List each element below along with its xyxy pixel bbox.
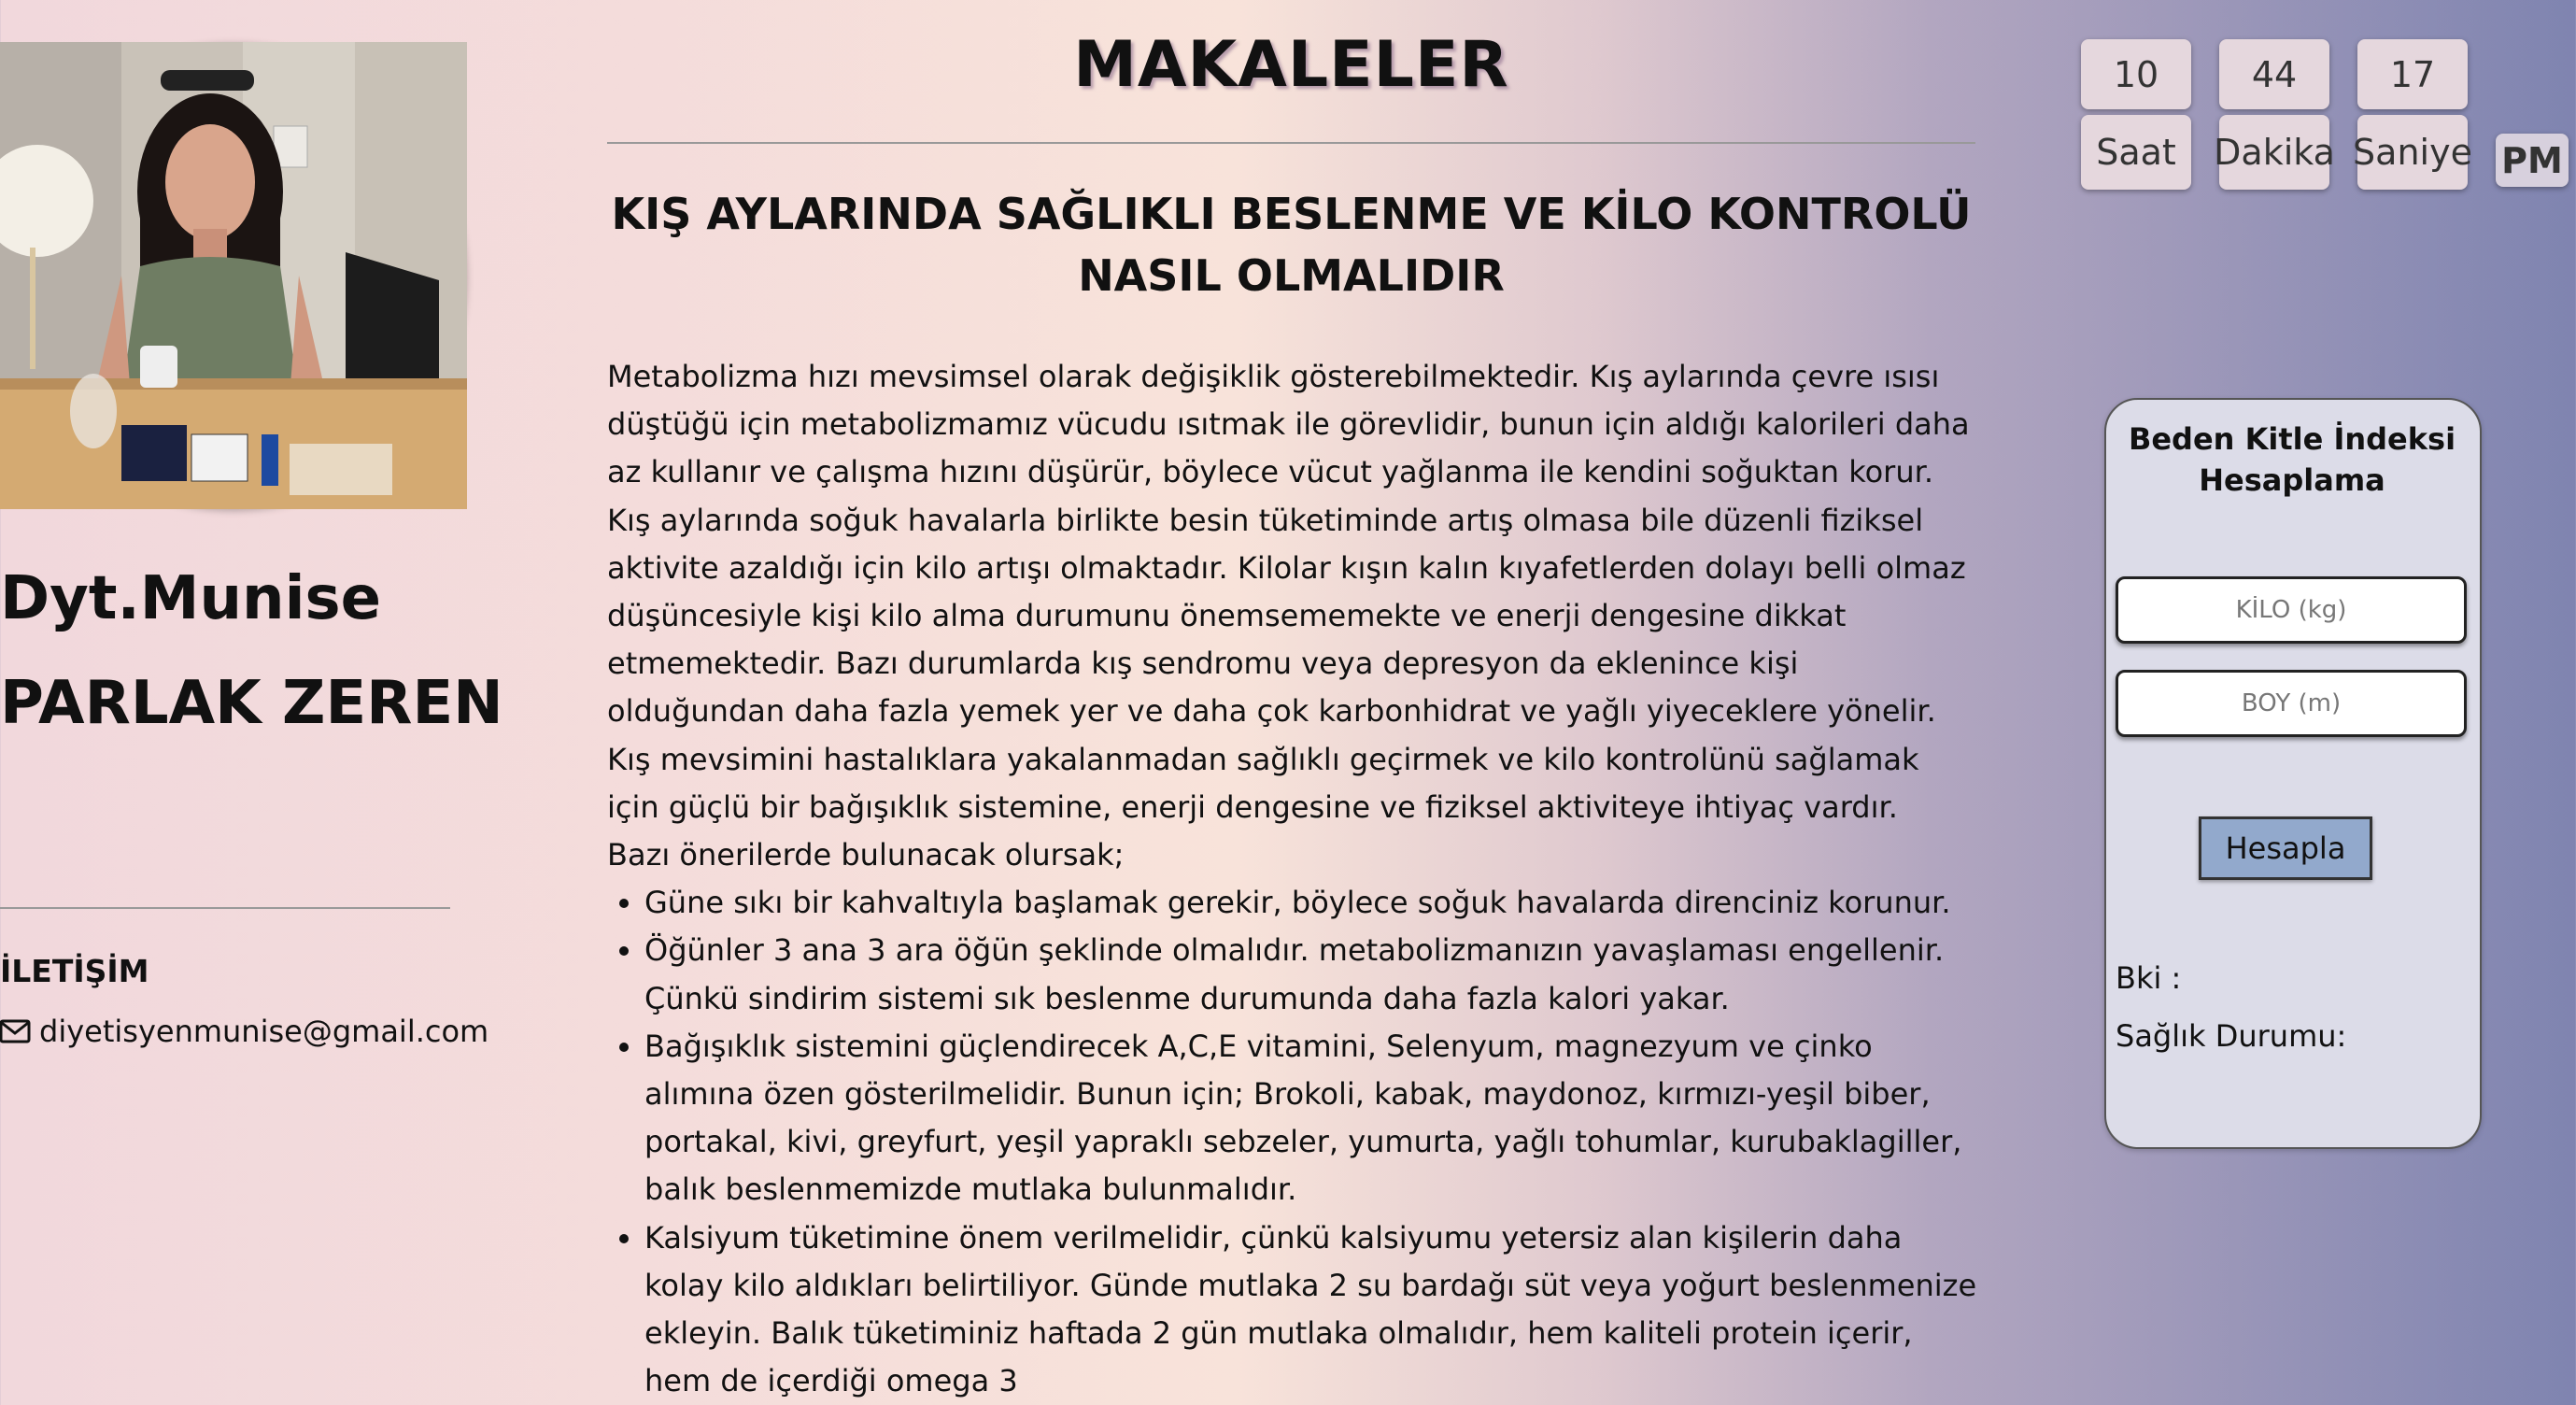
profile-photo [0, 42, 467, 509]
list-item: • Kalsiyum tüketimine önem verilmelidir, çünkü kalsiyumu yetersiz alan kişilerin daha kolay kilo aldıkları belirtiliyor. Günde mutlaka 2 su bardağı süt veya yoğurt beslenmenize ekleyin. Balık tüketiminiz haftada 2 gün mutlaka olmalıdır, hem kaliteli protein içerir, hem de içerdiği omega 3 [644, 1214, 1980, 1405]
clock-seconds: 17 [2357, 39, 2468, 109]
clock-seconds-label: Saniye [2357, 115, 2468, 190]
clock-minutes-label: Dakika [2219, 115, 2329, 190]
email-text[interactable]: diyetisyenmunise@gmail.com [39, 1014, 489, 1049]
health-status-label: Sağlık Durumu: [2116, 1018, 2347, 1054]
contact-email[interactable] [0, 1014, 488, 1049]
calculate-button[interactable]: Hesapla [2199, 816, 2372, 880]
title-divider [607, 142, 1975, 144]
clock-ampm: PM [2496, 134, 2569, 187]
list-item: • Öğünler 3 ana 3 ara öğün şeklinde olmalıdır. metabolizmanızın yavaşlaması engellenir. Çünkü sindirim sistemi sık beslenme durumunda daha fazla kalori yakar. [644, 927, 1980, 1022]
list-item: • Güne sıkı bir kahvaltıyla başlamak gerekir, böylece soğuk havalarda direnciniz korunur. [644, 879, 1980, 927]
clock-minutes: 44 [2219, 39, 2329, 109]
left-divider [0, 907, 450, 909]
contact-heading: İLETİŞİM [0, 953, 149, 989]
clock-hours-label: Saat [2081, 115, 2191, 190]
profile-name: Dyt.Munise PARLAK ZEREN [0, 564, 503, 738]
bmi-result-label: Bki : [2116, 960, 2182, 996]
envelope-icon [0, 1020, 30, 1043]
article-title: KIŞ AYLARINDA SAĞLIKLI BESLENME VE KİLO KONTROLÜ NASIL OLMALIDIR [611, 189, 1972, 301]
list-item: • Bağışıklık sistemini güçlendirecek A,C,E vitamini, Selenyum, magnezyum ve çinko alımına özen gösterilmelidir. Bunun için; Brokoli, kabak, maydonoz, kırmızı-yeşil biber, portakal, kivi, greyfurt, yeşil yapraklı sebzeler, yumurta, yağlı tohumlar, kurubaklagiller, balık beslenmemizde mutlaka bulunmalıdır. [644, 1023, 1980, 1214]
page-title: MAKALELER [1073, 28, 1509, 102]
article-list-intro: Bazı önerilerde bulunacak olursak; [607, 837, 1125, 873]
profile-photo-illustration [0, 42, 467, 509]
height-input[interactable] [2116, 670, 2467, 737]
bmi-title: Beden Kitle İndeksi Hesaplama [2128, 421, 2456, 498]
article-paragraph: Metabolizma hızı mevsimsel olarak değişiklik gösterebilmektedir. Kış aylarında çevre ısısı düştüğü için metabolizmamız vücudu ısıtmak ile görevlidir, bunun için aldığı kalorileri daha az kullanır ve çalışma hızını düşürür, böylece vücut yağlanma ile kendini soğuktan korur. Kış aylarında soğuk havalarla birlikte besin tüketiminde artış olmasa bile düzenli fiziksel aktivite azaldığı için kilo artışı olmaktadır. Kilolar kışın kalın kıyafetlerden dolayı belli olmaz düşüncesiyle kişi kilo alma durumunu önemsememekte ve enerji dengesine dikkat etmemektedir. Bazı durumlarda kış sendromu veya depresyon da eklenince kişi olduğundan daha fazla yemek yer ve daha çok karbonhidrat ve yağlı yiyeceklere yönelir. Kış mevsimini hastalıklara yakalanmadan sağlıklı geçirmek ve kilo kontrolünü sağlamak için güçlü bir bağışıklık sistemine, enerji dengesine ve fiziksel aktiviteye ihtiyaç vardır. [607, 359, 1970, 825]
article-list [607, 879, 1980, 1405]
article-body [607, 353, 1980, 1405]
clock-hours: 10 [2081, 39, 2191, 109]
weight-input[interactable] [2116, 576, 2467, 644]
